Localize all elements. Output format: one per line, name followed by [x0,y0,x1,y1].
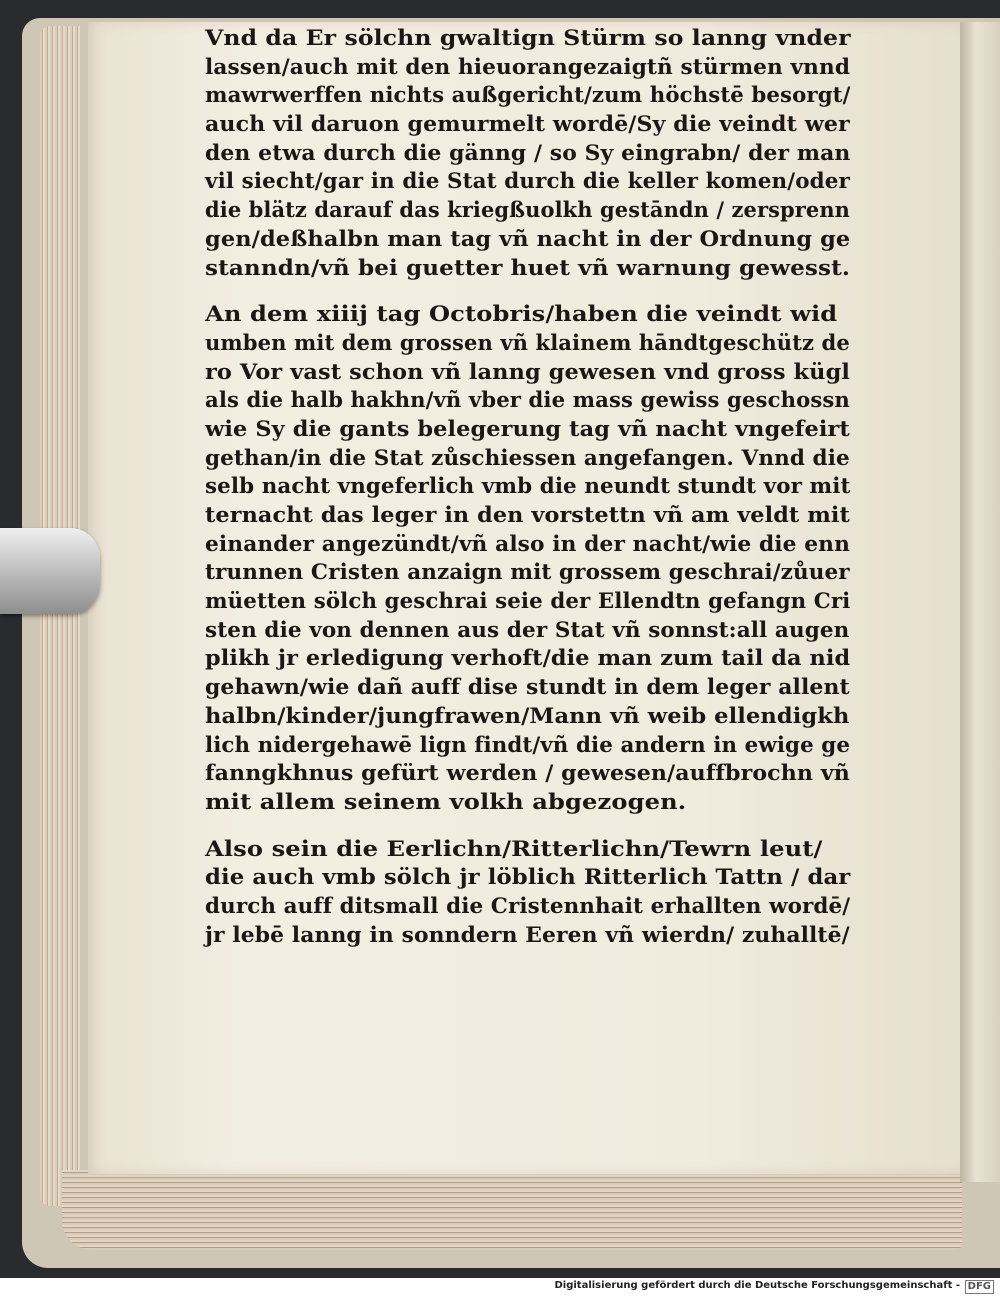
book-gutter [960,22,1000,1182]
text-line: umben mit dem grossen vñ klainem hāndtgeschütz de [205,329,850,355]
dfg-logo: DFG [965,1280,994,1294]
page-text [205,24,855,967]
text-line: wie Sy die gants belegerung tag vñ nacht vngefeirt [205,415,850,441]
text-line: ternacht das leger in den vorstettn vñ am veldt mit [205,502,850,527]
text-line: stanndn/vñ bei guetter huet vñ warnung gewesst. [205,254,851,280]
text-line: den etwa durch die gänng / so Sy eingrabn/ der man [205,139,851,165]
text-line: Also sein die Eerlichn/Ritterlichn/Tewrn leut/ [205,835,823,861]
text-line: plikh jr erledigung verhoft/die man zum tail da nid [205,645,851,671]
text-line: jr lebē lanng in sonndern Eeren vñ wierdn/ zuhalltē/ [205,921,850,947]
text-line: lassen/auch mit den hieuorangezaigtñ stürmen vnnd [205,53,851,79]
paragraph-1 [205,24,855,282]
text-line: gehawn/wie dañ auff dise stundt in dem leger allent [205,674,850,700]
text-line: lich nidergehawē lign findt/vñ die andern in ewige ge [205,731,851,757]
text-line: die blätz darauf das kriegßuolkh gestāndn / zersprenn [205,197,851,223]
footer-bar [0,1278,1000,1297]
paragraph-2 [205,300,855,816]
text-line: selb nacht vngeferlich vmb die neundt stundt vor mit [205,473,851,499]
text-line: durch auff ditsmall die Cristennhait erhallten wordē/ [205,892,851,918]
paragraph-3 [205,835,855,950]
text-line: gethan/in die Stat zůschiessen angefangen. Vnnd die [205,444,850,470]
text-line: einander angezündt/vñ also in der nacht/wie die enn [205,530,850,556]
text-line: vil siecht/gar in die Stat durch die keller komen/oder [205,168,850,194]
text-line: Vnd da Er sölchn gwaltign Stürm so lanng vnder [205,25,851,50]
text-line: fanngkhnus gefürt werden / gewesen/auffbrochn vñ [205,760,850,786]
text-line: auch vil daruon gemurmelt wordē/Sy die veindt wer [205,111,850,137]
page-edges-left [40,26,80,1206]
page-clip [0,528,100,614]
funding-notice: Digitalisierung gefördert durch die Deutsche Forschungsgemeinschaft - [554,1280,960,1291]
text-line: halbn/kinder/jungfrawen/Mann vñ weib ellendigkh [205,702,850,728]
text-line: ro Vor vast schon vñ lanng gewesen vnd gross kügl [205,358,851,384]
text-line: gen/deßhalbn man tag vñ nacht in der Ordnung ge [205,225,851,251]
text-line: mit allem seinem volkh abgezogen. [205,788,687,814]
page-edges-bottom [62,1170,962,1250]
text-line: die auch vmb sölch jr löblich Ritterlich Tattn / dar [205,864,851,890]
text-line: An dem xiiij tag Octobris/haben die veindt wid [205,301,838,327]
text-line: sten die von dennen aus der Stat vñ sonnst:all augen [205,616,850,642]
text-line: trunnen Cristen anzaign mit grossem geschrai/zůuer [205,559,850,585]
text-line: müetten sölch geschrai seie der Ellendtn gefangn Cri [205,588,851,614]
text-line: mawrwerffen nichts außgericht/zum höchstē besorgt/ [205,82,851,108]
text-line: als die halb hakhn/vñ vber die mass gewiss geschossn [205,387,850,413]
